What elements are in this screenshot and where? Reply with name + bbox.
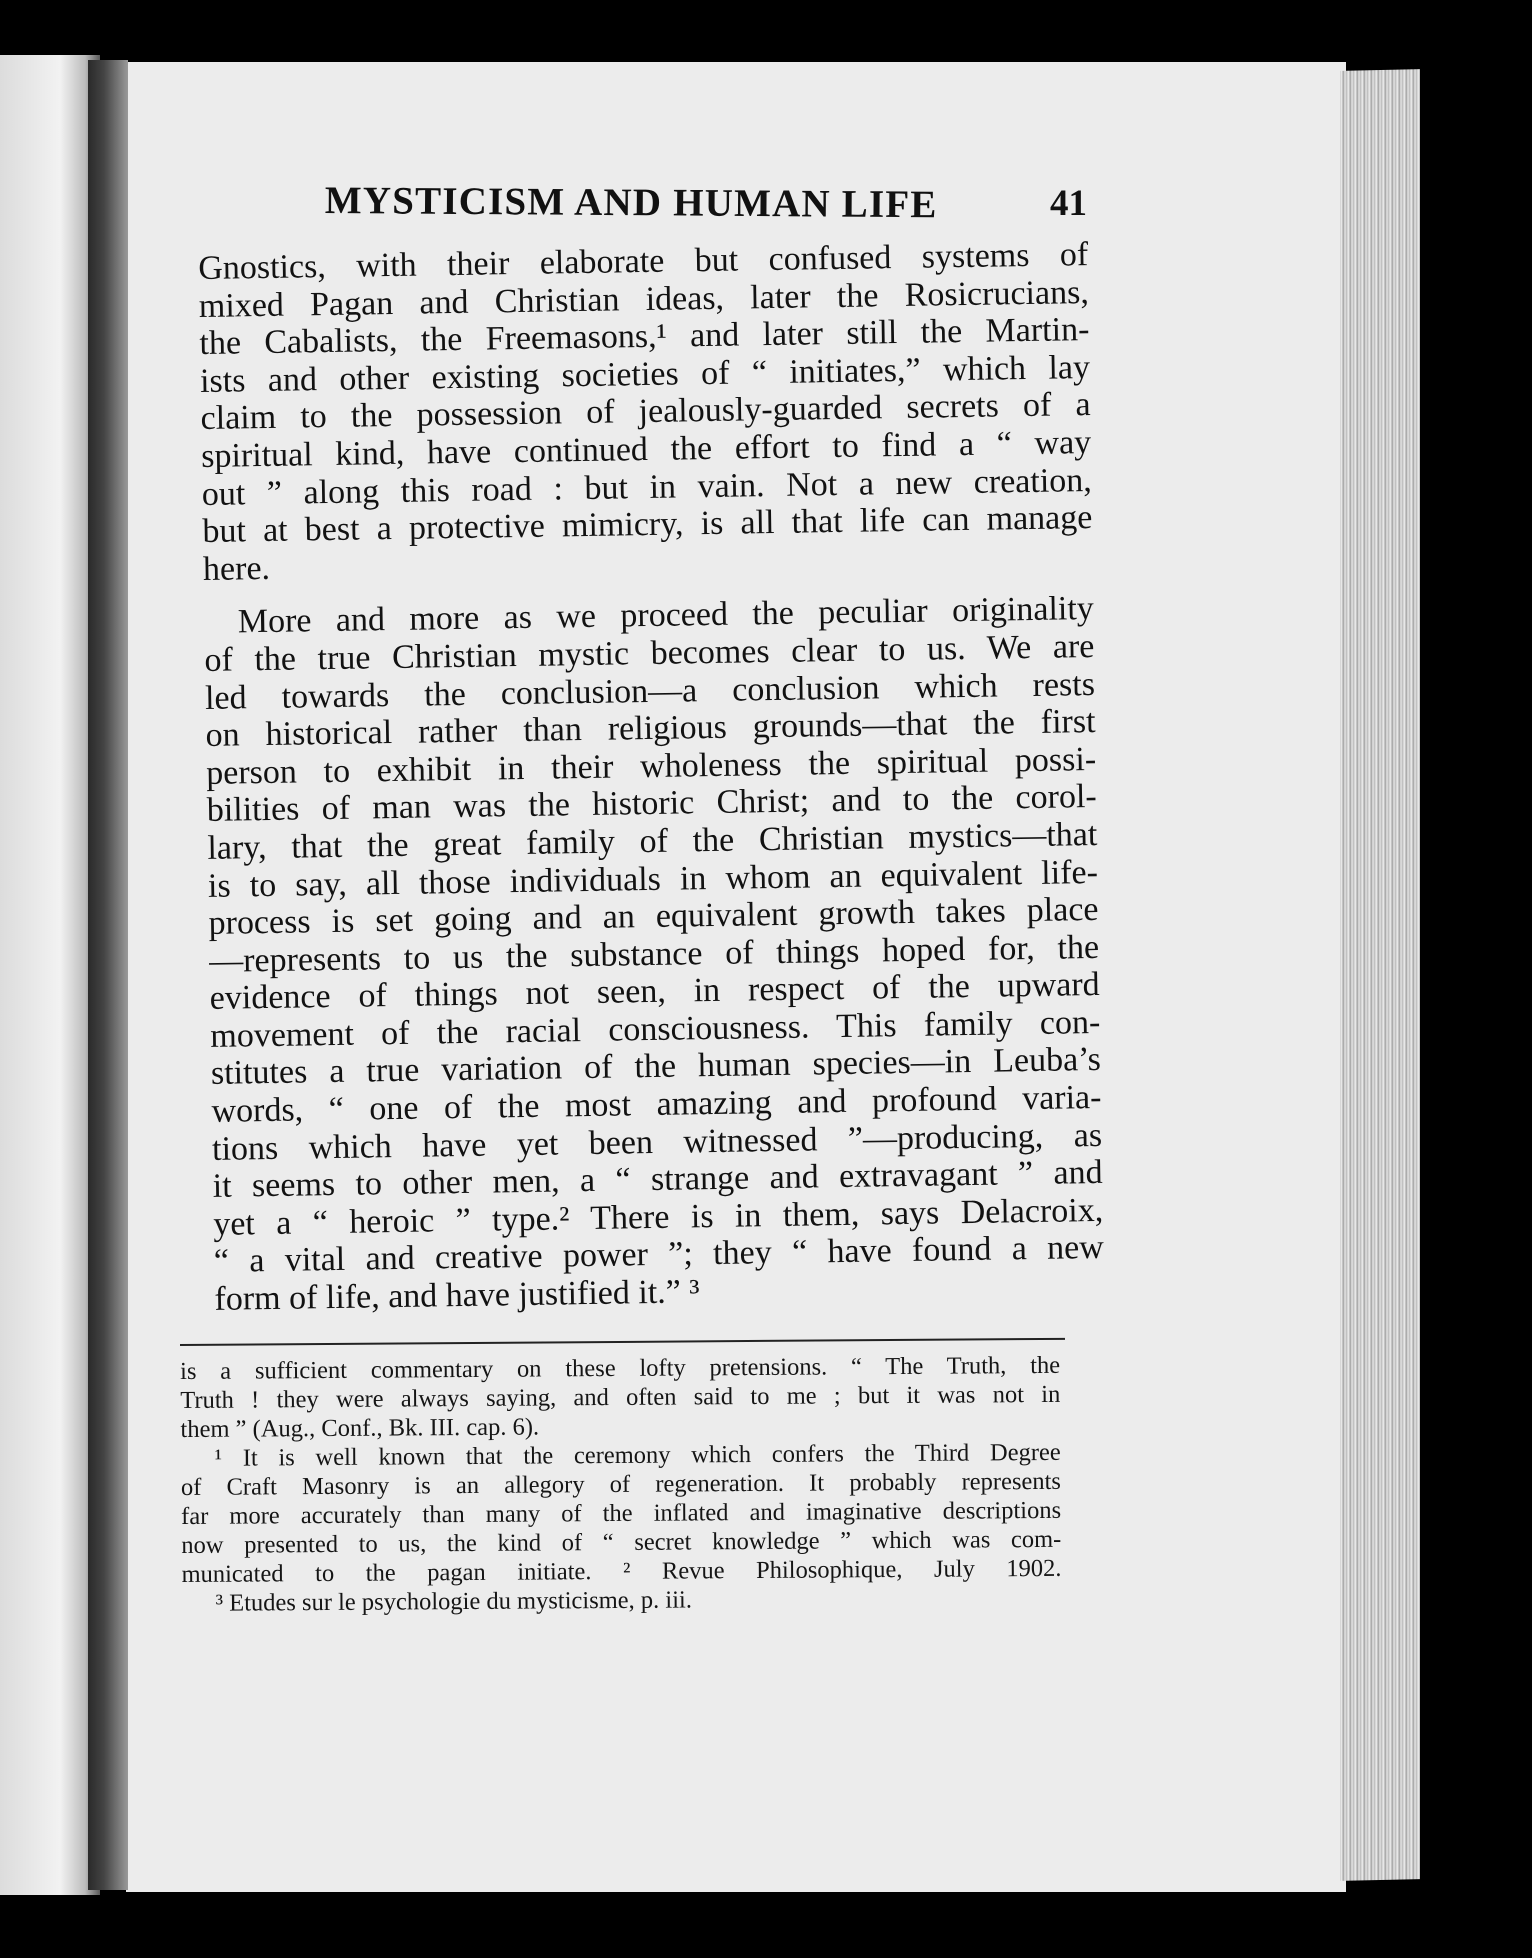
footnote-1-line: ¹ It is well known that the ceremony which confers the Third Degree (214, 1438, 1061, 1472)
footnote-3: ³ Etudes sur le psychologie du mysticisme, p. iii. (215, 1586, 693, 1617)
text-line: process is set going and an equivalent growth takes place (208, 891, 1099, 943)
text-line: mixed Pagan and Christian ideas, later the Rosicrucians, (198, 273, 1090, 325)
footnote-1-line: municated to the pagan initiate. ² Revue Philosophique, July 1902. (181, 1554, 1062, 1588)
left-page-edge (0, 55, 100, 1895)
text-line: is to say, all those individuals in whom an equivalent life- (207, 853, 1099, 905)
text-line: words, “ one of the most amazing and profound varia- (211, 1078, 1102, 1130)
footnote-line: Truth ! they were always saying, and often said to me ; but it was not in (180, 1380, 1061, 1414)
footnote-1-line: far more accurately than many of the inflated and imaginative descriptions (181, 1496, 1062, 1530)
text-line: claim to the possession of jealously-guarded secrets of a (200, 386, 1091, 438)
gutter-shadow (88, 60, 128, 1890)
paragraph-1 (198, 236, 1093, 588)
text-line: —represents to us the substance of things hoped for, the (208, 928, 1100, 980)
text-line: lary, that the great family of the Christian mystics—that (207, 815, 1098, 867)
page-edges (1340, 69, 1420, 1881)
text-line: yet a “ heroic ” type.² There is in them, says Delacroix, (213, 1191, 1104, 1243)
footnotes (180, 1351, 1062, 1618)
footnote-line: them ” (Aug., Conf., Bk. III. cap. 6). (180, 1413, 540, 1443)
text-line: it seems to other men, a “ strange and extravagant ” and (212, 1154, 1103, 1206)
running-header (325, 178, 1085, 238)
text-line: of the true Christian mystic becomes clear to us. We are (204, 627, 1095, 679)
text-line: Gnostics, with their elaborate but confused systems of (198, 236, 1089, 287)
text-line: led towards the conclusion—a conclusion which rests (204, 665, 1096, 717)
text-line: form of life, and have justified it.” ³ (214, 1273, 700, 1318)
text-line: tions which have yet been witnessed ”—producing, as (211, 1116, 1103, 1168)
text-line: out ” along this road : but in vain. Not a new creation, (201, 461, 1093, 513)
text-line: spiritual kind, have continued the effort to find a “ way (200, 423, 1092, 475)
running-title: MYSTICISM AND HUMAN LIFE (324, 178, 938, 227)
text-line: movement of the racial consciousness. This family con- (210, 1003, 1101, 1055)
text-line: stitutes a true variation of the human species—in Leuba’s (210, 1041, 1102, 1093)
text-line: here. (202, 549, 271, 588)
text-line: evidence of things not seen, in respect of the upward (209, 966, 1100, 1018)
text-line: the Cabalists, the Freemasons,¹ and later still the Martin- (199, 311, 1090, 363)
text-line: on historical rather than religious grounds—that the first (205, 703, 1096, 755)
text-line: but at best a protective mimicry, is all that life can manage (202, 499, 1093, 551)
footnote-line: is a sufficient commentary on these lofty pretensions. “ The Truth, the (180, 1351, 1061, 1385)
text-line: More and more as we proceed the peculiar originality (237, 590, 1095, 641)
text-line: person to exhibit in their wholeness the spiritual possi- (205, 740, 1097, 792)
text-line: ists and other existing societies of “ initiates,” which lay (199, 348, 1091, 400)
body-text (198, 236, 1105, 1318)
text-line: bilities of man was the historic Christ; and to the corol- (206, 778, 1097, 830)
footnote-1-line: of Craft Masonry is an allegory of regeneration. It probably represents (180, 1467, 1061, 1501)
paragraph-2 (204, 590, 1105, 1318)
page-number: 41 (1050, 183, 1087, 224)
footnote-1-line: now presented to us, the kind of “ secret knowledge ” which was com- (181, 1525, 1062, 1559)
text-line: “ a vital and creative power ”; they “ have found a new (213, 1229, 1105, 1281)
